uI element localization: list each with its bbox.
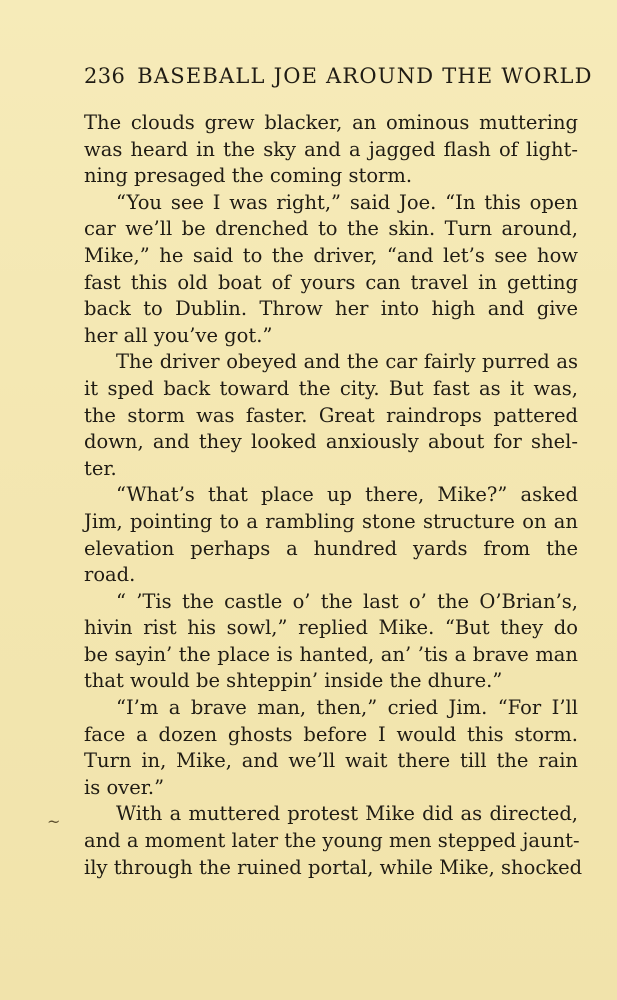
text-line: With a muttered protest Mike did as directed,: [116, 802, 578, 826]
text-line: hivin rist his sowl,” replied Mike. “But they do: [84, 616, 578, 640]
text-line: fast this old boat of yours can travel in getting: [84, 270, 578, 294]
margin-mark: ~: [47, 812, 61, 831]
text-line: The clouds grew blacker, an ominous muttering: [84, 111, 578, 134]
text-line: is over.”: [84, 775, 165, 799]
text-line: car we’ll be drenched to the skin. Turn around,: [84, 217, 578, 241]
text-line: “I’m a brave man, then,” cried Jim. “For I’ll: [116, 696, 578, 720]
text-line: face a dozen ghosts before I would this storm.: [84, 722, 578, 746]
text-line: The driver obeyed and the car fairly purred as: [116, 350, 578, 374]
running-header: [84, 64, 593, 94]
running-title: BASEBALL JOE AROUND THE WORLD: [137, 64, 593, 88]
page-body-text: [84, 110, 583, 881]
text-line: ning presaged the coming storm.: [84, 164, 413, 188]
page-number: 236: [84, 64, 126, 88]
text-line: was heard in the sky and a jagged flash of light-: [84, 137, 578, 161]
text-line: elevation perhaps a hundred yards from the: [84, 536, 578, 560]
text-line: and a moment later the young men stepped jaunt-: [84, 829, 580, 853]
text-line: Turn in, Mike, and we’ll wait there till the rain: [84, 749, 578, 773]
text-line: “You see I was right,” said Joe. “In this open: [116, 190, 578, 214]
text-line: the storm was faster. Great raindrops pattered: [84, 403, 578, 427]
text-line: “What’s that place up there, Mike?” asked: [116, 483, 578, 507]
text-line: it sped back toward the city. But fast as it was,: [84, 376, 578, 400]
text-line: her all you’ve got.”: [84, 323, 273, 347]
text-line: “ ’Tis the castle o’ the last o’ the O’Brian’s,: [116, 589, 578, 613]
text-line: that would be shteppin’ inside the dhure.”: [84, 669, 503, 693]
text-line: Jim, pointing to a rambling stone structure on an: [84, 509, 578, 533]
text-line: Mike,” he said to the driver, “and let’s see how: [84, 243, 578, 267]
text-line: road.: [84, 563, 136, 587]
text-line: ter.: [84, 456, 117, 480]
text-line: back to Dublin. Throw her into high and give: [84, 297, 578, 321]
text-line: ily through the ruined portal, while Mike, shocked: [84, 855, 583, 879]
text-line: down, and they looked anxiously about for shel-: [84, 430, 578, 454]
text-line: be sayin’ the place is hanted, an’ ’tis a brave man: [84, 642, 578, 666]
